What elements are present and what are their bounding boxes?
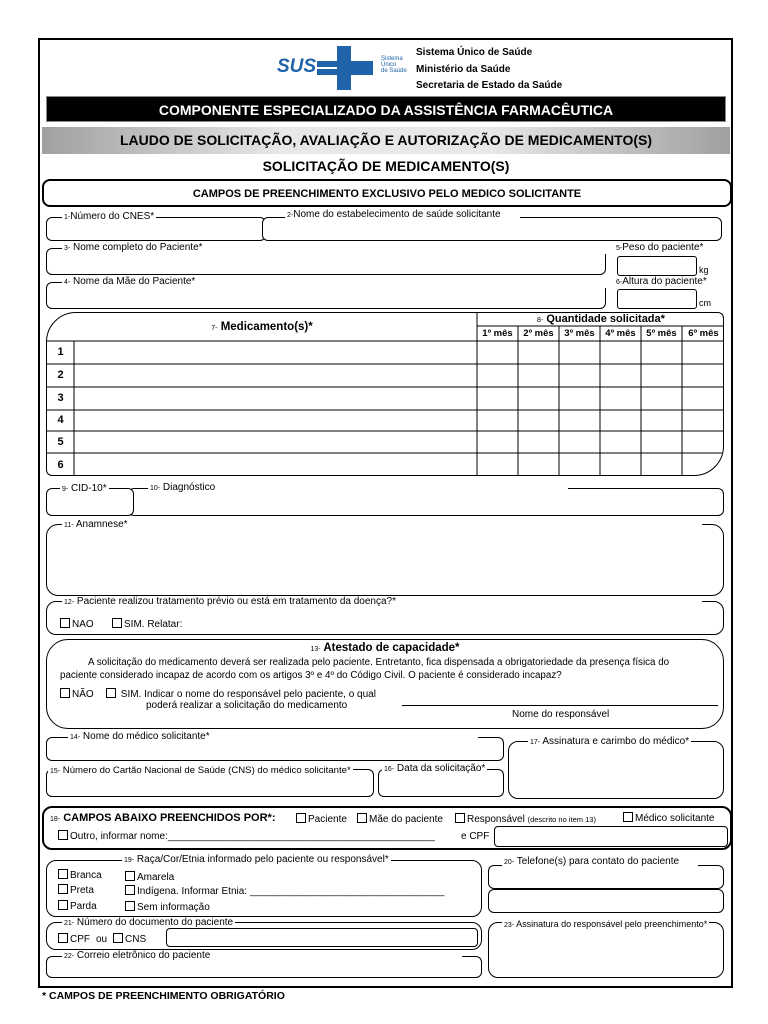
race-branca[interactable]: Branca bbox=[58, 869, 102, 882]
checkbox[interactable] bbox=[455, 813, 465, 823]
atestado-text-2: paciente considerado incapaz de acordo com os artigos 3º e 4º do Código Civil. O paciente é considerado incapaz? bbox=[60, 670, 562, 681]
phone-field-2[interactable] bbox=[488, 889, 724, 913]
date-label: 16- Data da solicitação* bbox=[384, 763, 486, 774]
checkbox[interactable] bbox=[113, 933, 123, 943]
height-field[interactable] bbox=[617, 289, 697, 309]
weight-unit: kg bbox=[699, 265, 709, 275]
race-amarela[interactable]: Amarela bbox=[125, 871, 174, 884]
checkbox[interactable] bbox=[60, 618, 70, 628]
phone-field-1[interactable] bbox=[488, 865, 724, 889]
cns-label: 15- Número do Cartão Nacional de Saúde (CNS) do médico solicitante* bbox=[50, 765, 351, 776]
footer-note: * CAMPOS DE PREENCHIMENTO OBRIGATÓRIO bbox=[42, 990, 285, 1002]
row-number: 4 bbox=[57, 414, 64, 426]
weight-field[interactable] bbox=[617, 256, 697, 276]
checkbox[interactable] bbox=[125, 871, 135, 881]
sus-logo bbox=[275, 46, 415, 90]
logo-sub: Único bbox=[381, 62, 397, 68]
medication-header: 7- Medicamento(s)* bbox=[211, 321, 313, 333]
component-band: COMPONENTE ESPECIALIZADO DA ASSISTÊNCIA FARMACÊUTICA bbox=[46, 96, 726, 122]
filled-by-responsavel[interactable]: Responsável (descrito no item 13) bbox=[455, 813, 596, 826]
phone-label: 20- Telefone(s) para contato do paciente bbox=[502, 856, 698, 868]
checkbox[interactable] bbox=[125, 901, 135, 911]
checkbox[interactable] bbox=[60, 688, 70, 698]
treatment-yes-option[interactable]: SIM. Relatar: bbox=[112, 618, 182, 631]
checkbox[interactable] bbox=[296, 813, 306, 823]
race-parda[interactable]: Parda bbox=[58, 900, 97, 913]
doctor-signature-label: 17- Assinatura e carimbo do médico* bbox=[530, 736, 690, 747]
medication-table bbox=[46, 312, 724, 476]
race-preta[interactable]: Preta bbox=[58, 884, 94, 897]
month-header: 4º mês bbox=[605, 328, 636, 339]
section-medico-banner: CAMPOS DE PREENCHIMENTO EXCLUSIVO PELO MEDICO SOLICITANTE bbox=[42, 179, 732, 207]
atestado-title: 13- Atestado de capacidade* bbox=[310, 642, 460, 654]
row-number: 6 bbox=[57, 459, 64, 471]
header-line: Ministério da Saúde bbox=[416, 63, 511, 75]
row-number: 1 bbox=[57, 346, 64, 358]
cid-label: 9- CID-10* bbox=[62, 483, 107, 494]
row-number: 2 bbox=[57, 369, 64, 381]
treatment-no-option[interactable]: NAO bbox=[60, 618, 94, 631]
cnes-label: 1-Número do CNES* bbox=[64, 211, 155, 222]
checkbox[interactable] bbox=[623, 812, 633, 822]
checkbox[interactable] bbox=[357, 813, 367, 823]
checkbox[interactable] bbox=[58, 933, 68, 943]
month-header: 1º mês bbox=[482, 328, 513, 339]
header-line: Sistema Único de Saúde bbox=[416, 47, 533, 58]
row-number: 5 bbox=[57, 436, 64, 448]
responsavel-signature-label: 23- Assinatura do responsável pelo preenchimento* bbox=[504, 919, 708, 929]
responsavel-line[interactable] bbox=[402, 705, 718, 706]
race-sem-info[interactable]: Sem informação bbox=[125, 901, 210, 914]
month-header: 3º mês bbox=[564, 328, 595, 339]
form-subtitle: SOLICITAÇÃO DE MEDICAMENTO(S) bbox=[262, 158, 510, 174]
section-18-title: 18- CAMPOS ABAIXO PREENCHIDOS POR*: bbox=[50, 812, 276, 824]
document-cpf-option[interactable]: CPF bbox=[58, 933, 90, 946]
height-label: 6-Altura do paciente* bbox=[616, 276, 707, 287]
checkbox[interactable] bbox=[58, 830, 68, 840]
doctor-signature-field[interactable] bbox=[508, 741, 724, 799]
row-number: 3 bbox=[57, 392, 64, 404]
checkbox[interactable] bbox=[58, 869, 68, 879]
logo-sub: Sistema bbox=[381, 56, 403, 62]
race-label: 19- Raça/Cor/Etnia informado pelo paciente ou responsável* bbox=[124, 854, 389, 865]
cpf-caption: e CPF bbox=[461, 831, 490, 842]
estab-label: 2-Nome do estabelecimento de saúde solicitante bbox=[285, 209, 520, 221]
checkbox[interactable] bbox=[58, 884, 68, 894]
form-title: LAUDO DE SOLICITAÇÃO, AVALIAÇÃO E AUTORIZAÇÃO DE MEDICAMENTO(S) bbox=[42, 127, 730, 154]
checkbox[interactable] bbox=[112, 618, 122, 628]
header-line: Secretaria de Estado da Saúde bbox=[416, 80, 563, 91]
filled-by-medico[interactable]: Médico solicitante bbox=[623, 812, 714, 825]
mother-name-label: 4- Nome da Mãe do Paciente* bbox=[62, 276, 612, 288]
sus-logo-text: SUS bbox=[277, 56, 317, 77]
doctor-name-label: 14- Nome do médico solicitante* bbox=[68, 731, 478, 743]
filled-by-mae[interactable]: Mãe do paciente bbox=[357, 813, 443, 826]
filled-by-paciente[interactable]: Paciente bbox=[296, 813, 347, 826]
filled-by-outro[interactable]: Outro, informar nome:________________________________________________ bbox=[58, 830, 435, 843]
logo-sub: de Saúde bbox=[381, 68, 407, 74]
document-number-field[interactable] bbox=[166, 928, 478, 947]
anamnese-label: 11- Anamnese* bbox=[62, 519, 702, 531]
month-header: 2º mês bbox=[523, 328, 554, 339]
atestado-no-option[interactable]: NÃO bbox=[60, 688, 94, 701]
atestado-yes-text-2: poderá realizar a solicitação do medicamento bbox=[146, 700, 348, 711]
month-header: 6º mês bbox=[688, 328, 719, 339]
atestado-text-1: A solicitação do medicamento deverá ser realizada pelo paciente. Entretanto, fica dispensada a obrigatoriedade da presença física do bbox=[88, 657, 670, 668]
patient-name-label: 3- Nome completo do Paciente* bbox=[62, 242, 612, 254]
weight-label: 5-Peso do paciente* bbox=[616, 242, 704, 253]
document-ou: ou bbox=[96, 934, 108, 945]
height-unit: cm bbox=[699, 298, 711, 308]
anamnese-field[interactable] bbox=[46, 524, 724, 596]
treatment-label: 12- Paciente realizou tratamento prévio ou está em tratamento da doença?* bbox=[62, 596, 702, 608]
month-header: 5º mês bbox=[646, 328, 677, 339]
diagnosis-label: 10- Diagnóstico bbox=[148, 482, 568, 494]
email-label: 22- Correio eletrônico do paciente bbox=[62, 950, 462, 962]
quantity-header: 8- Quantidade solicitada* bbox=[537, 313, 665, 325]
document-cns-option[interactable]: CNS bbox=[113, 933, 146, 946]
outro-cpf-field[interactable] bbox=[494, 826, 728, 847]
atestado-yes-option[interactable]: SIM. Indicar o nome do responsável pelo paciente, o qual bbox=[106, 688, 376, 701]
race-indigena[interactable]: Indígena. Informar Etnia: ___________________________________ bbox=[125, 885, 445, 898]
cross-icon bbox=[315, 46, 379, 90]
document-label: 21- Número do documento do paciente bbox=[64, 917, 234, 928]
checkbox[interactable] bbox=[58, 900, 68, 910]
checkbox[interactable] bbox=[125, 885, 135, 895]
responsavel-caption: Nome do responsável bbox=[512, 709, 610, 720]
checkbox[interactable] bbox=[106, 688, 116, 698]
